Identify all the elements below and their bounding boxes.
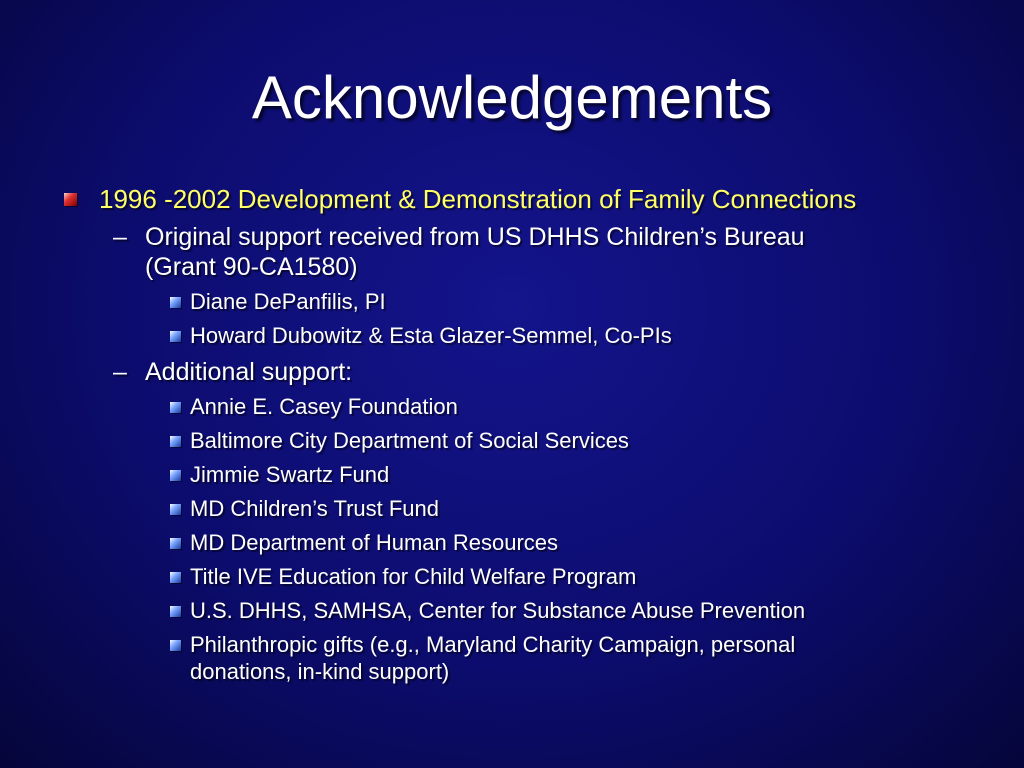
square-bullet-icon — [170, 297, 181, 308]
level1-item: 1996 -2002 Development & Demonstration of Family Connections — [99, 184, 857, 214]
original-support-line2: (Grant 90-CA1580) — [145, 253, 358, 281]
list-item: MD Children’s Trust Fund — [190, 496, 440, 521]
square-bullet-icon — [170, 640, 181, 651]
list-item: Annie E. Casey Foundation — [190, 394, 458, 419]
square-bullet-icon — [170, 436, 181, 447]
list-item-continuation: donations, in-kind support) — [190, 659, 450, 684]
additional-support-label: Additional support: — [145, 358, 353, 386]
list-item: Baltimore City Department of Social Services — [190, 428, 629, 453]
square-bullet-icon — [64, 193, 77, 206]
list-item: Title IVE Education for Child Welfare Program — [190, 564, 637, 589]
square-bullet-icon — [170, 331, 181, 342]
list-item: MD Department of Human Resources — [190, 530, 559, 555]
list-item: U.S. DHHS, SAMHSA, Center for Substance Abuse Prevention — [190, 598, 806, 623]
square-bullet-icon — [170, 572, 181, 583]
square-bullet-icon — [170, 504, 181, 515]
square-bullet-icon — [170, 538, 181, 549]
dash-bullet: – — [113, 358, 127, 386]
square-bullet-icon — [170, 606, 181, 617]
list-item: Diane DePanfilis, PI — [190, 289, 386, 314]
list-item: Philanthropic gifts (e.g., Maryland Charity Campaign, personal — [190, 632, 796, 657]
slide-title: Acknowledgements — [251, 64, 773, 131]
list-item: Jimmie Swartz Fund — [190, 462, 390, 487]
square-bullet-icon — [170, 402, 181, 413]
original-support-line1: Original support received from US DHHS Children’s Bureau — [145, 223, 805, 251]
square-bullet-icon — [170, 470, 181, 481]
list-item: Howard Dubowitz & Esta Glazer-Semmel, Co-PIs — [190, 323, 672, 348]
dash-bullet: – — [113, 223, 127, 251]
